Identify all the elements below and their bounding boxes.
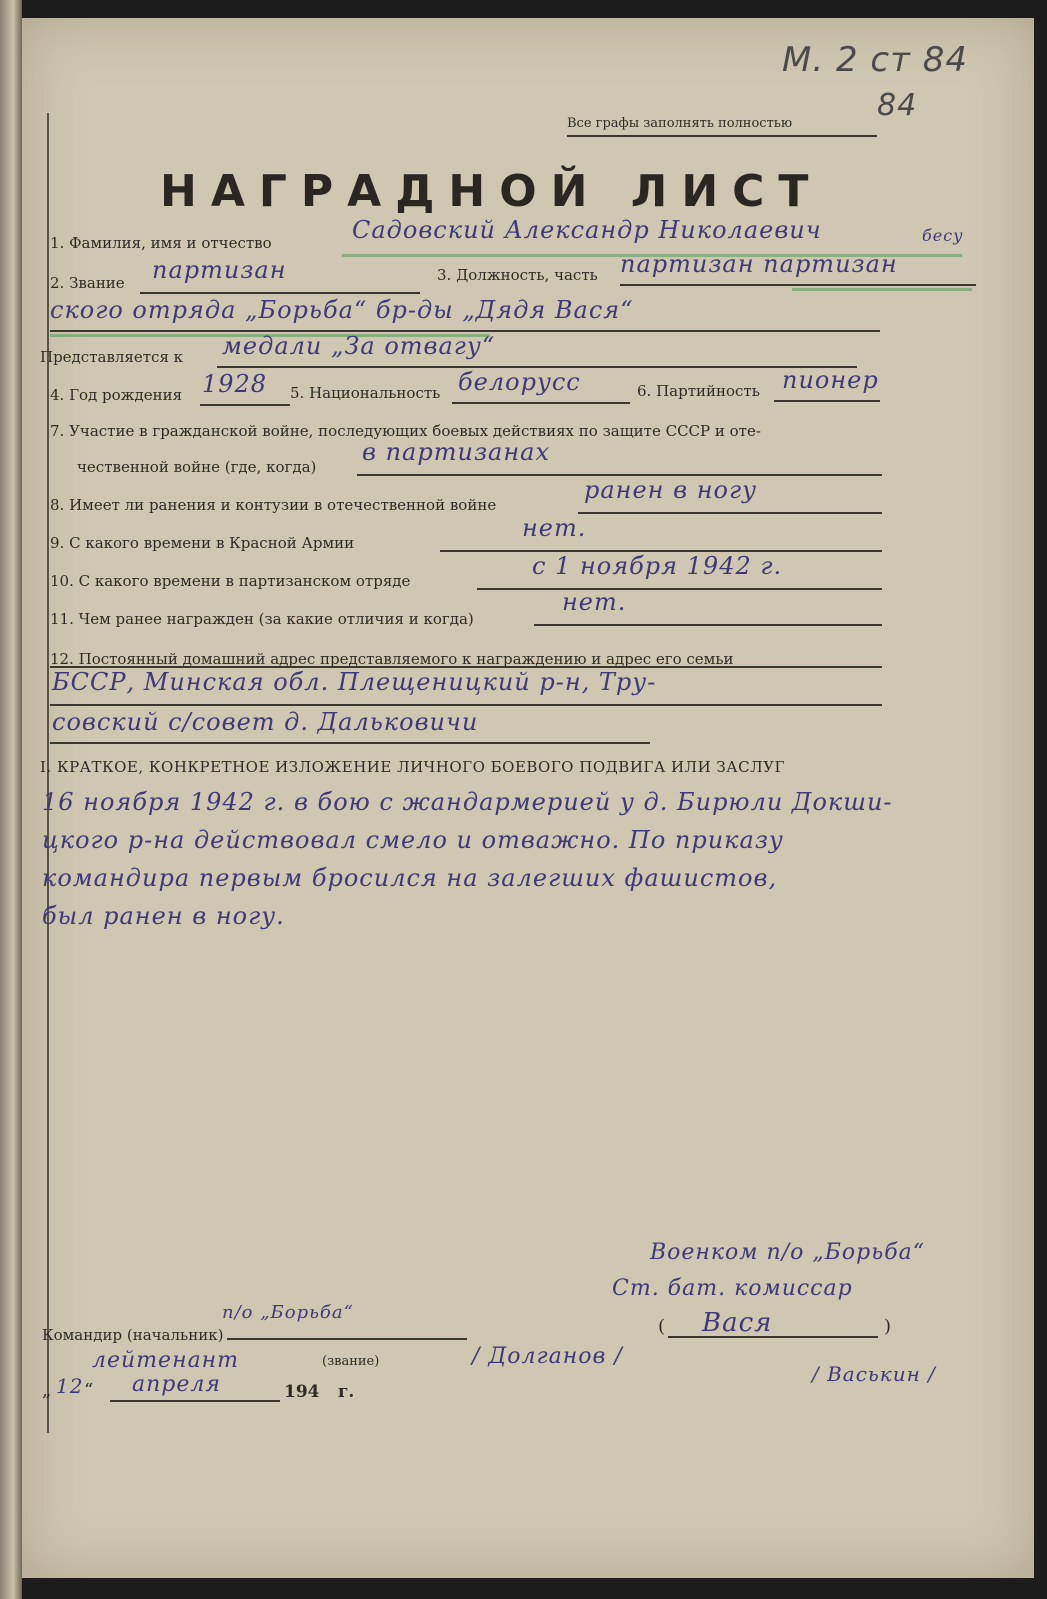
instruction-underline: [567, 135, 877, 137]
field-7-value: в партизанах: [362, 438, 550, 466]
field-1-value: Садовский Александр Николаевич: [352, 216, 822, 244]
date-month: апреля: [132, 1372, 221, 1397]
field-12-value-1: БССР, Минская обл. Плещеницкий р-н, Тру-: [52, 668, 657, 696]
date-year-suffix: г.: [338, 1382, 355, 1402]
binding-edge: [0, 0, 22, 1599]
commissar-rank: Ст. бат. комиссар: [612, 1276, 853, 1301]
field-3-label: 3. Должность, часть: [437, 266, 598, 284]
commissar-title: Военком п/о „Борьба“: [650, 1240, 926, 1265]
commander-label: Командир (начальник): [42, 1326, 224, 1344]
field-2-line: [140, 292, 420, 294]
section-heading: I. КРАТКОЕ, КОНКРЕТНОЕ ИЗЛОЖЕНИЕ ЛИЧНОГО БОЕВОГО ПОДВИГА ИЛИ ЗАСЛУГ: [40, 758, 785, 776]
field-9-value: нет.: [522, 514, 587, 542]
field-11-line: [534, 624, 882, 626]
narrative-line-3: командира первым бросился на залегших фашистов,: [42, 864, 778, 892]
presented-value: медали „За отвагу“: [222, 332, 496, 360]
field-8-label: 8. Имеет ли ранения и контузии в отечественной войне: [50, 496, 497, 514]
field-4-label: 4. Год рождения: [50, 386, 183, 404]
field-6-label: 6. Партийность: [637, 382, 760, 400]
field-7-label-2: чественной войне (где, когда): [77, 458, 317, 476]
date-year: 194: [284, 1382, 320, 1402]
field-4-value: 1928: [202, 370, 268, 398]
commissar-name: / Васькин /: [812, 1362, 936, 1386]
field-11-label: 11. Чем ранее награжден (за какие отличия и когда): [50, 610, 474, 628]
instruction-text: Все графы заполнять полностью: [567, 116, 793, 131]
field-10-label: 10. С какого времени в партизанском отряде: [50, 572, 411, 590]
field-10-value: с 1 ноября 1942 г.: [532, 552, 783, 580]
field-5-label: 5. Национальность: [290, 384, 441, 402]
field-7-label-1: 7. Участие в гражданской войне, последующих боевых действиях по защите СССР и оте-: [50, 422, 761, 440]
field-1-label: 1. Фамилия, имя и отчество: [50, 234, 272, 252]
field-5-line: [452, 402, 630, 404]
archive-reference-small: 84: [877, 88, 918, 123]
date-month-line: [110, 1400, 280, 1402]
archive-reference: М. 2 ст 84: [782, 40, 968, 80]
field-11-value: нет.: [562, 588, 627, 616]
field-6-line: [774, 400, 880, 402]
commissar-signature: Вася: [702, 1308, 773, 1338]
field-12-line-2: [50, 742, 650, 744]
presented-label: Представляется к: [40, 348, 184, 366]
field-4-line: [200, 404, 290, 406]
field-10-line: [477, 588, 882, 590]
field-12-line-1: [50, 704, 882, 706]
commander-line: [227, 1338, 467, 1340]
commissar-signature-line: [668, 1336, 878, 1338]
field-9-label: 9. С какого времени в Красной Армии: [50, 534, 355, 552]
field-5-value: белорусс: [458, 368, 581, 396]
field-12-value-2: совский с/совет д. Дальковичи: [52, 708, 479, 736]
field-3-line: [620, 284, 976, 286]
field-3-continuation: ского отряда „Борьба“ бр-ды „Дядя Вася“: [50, 296, 634, 324]
field-3-insertion: бесу: [922, 226, 964, 245]
narrative-line-2: цкого р-на действовал смело и отважно. По приказу: [42, 826, 784, 854]
field-8-line: [578, 512, 882, 514]
field-2-label: 2. Звание: [50, 274, 125, 292]
commander-name: / Долганов /: [472, 1344, 623, 1369]
narrative-line-1: 16 ноября 1942 г. в бою с жандармерией у д. Бирюли Докши-: [42, 788, 893, 816]
field-12-label: 12. Постоянный домашний адрес представляемого к награждению и адрес его семьи: [50, 650, 734, 668]
rank-caption: (звание): [322, 1354, 380, 1369]
field-2-value: партизан: [152, 256, 287, 284]
field-8-value: ранен в ногу: [584, 476, 758, 504]
award-sheet: М. 2 ст 84 84 Все графы заполнять полностью НАГРАДНОЙ ЛИСТ 1. Фамилия, имя и отчество Садовский Александр Николаевич 2. Звание партизан 3. Должность, часть партизан партизан бесу ского отряда „Борьба“ бр-ды „Дядя Вася“ Представляется к медали „За отвагу“ 4. Год рождения 1928 5. Национальность белорусс 6. Партийность пионер 7. Участие в гражданской войне, последующих боевых действиях по защите СССР и оте- чественной войне (где, когда) в партизанах 8. Имеет ли ранения и контузии в отечественной войне ранен в ногу 9. С какого времени в Красной Армии нет. 10. С какого времени в партизанском отряде с 1 ноября 1942 г. 11. Чем ранее награжден (за какие отличия и когда) нет. 12. Постоянный домашний адрес представляемого к награждению и адрес его семьи БССР, Минская обл. Плещеницкий р-н, Тру- совский с/совет д. Дальковичи I. КРАТКОЕ, КОНКРЕТНОЕ ИЗЛОЖЕНИЕ ЛИЧНОГО БОЕВОГО ПОДВИГА ИЛИ ЗАСЛУГ 16 ноября 1942 г. в бою с жандармерией у д. Бирюли Докши- цкого р-на действовал смело и отважно. По приказу командира первым бросился на залегших фашистов, был ранен в ногу. Военком п/о „Борьба“ Ст. бат. комиссар ( Вася ) / Васькин / Командир (начальник) п/о „Борьба“ лейтенант (звание) / Долганов / „ 12 “ апреля 194 г.: [22, 18, 1034, 1578]
date-day: 12: [56, 1374, 84, 1398]
narrative-line-4: был ранен в ногу.: [42, 902, 285, 930]
page-title: НАГРАДНОЙ ЛИСТ: [160, 166, 823, 217]
field-3-value: партизан партизан: [620, 250, 898, 278]
commander-unit: п/о „Борьба“: [222, 1302, 354, 1323]
commander-rank: лейтенант: [92, 1348, 240, 1373]
highlight-stroke-2: [792, 288, 972, 291]
field-6-value: пионер: [782, 366, 879, 394]
